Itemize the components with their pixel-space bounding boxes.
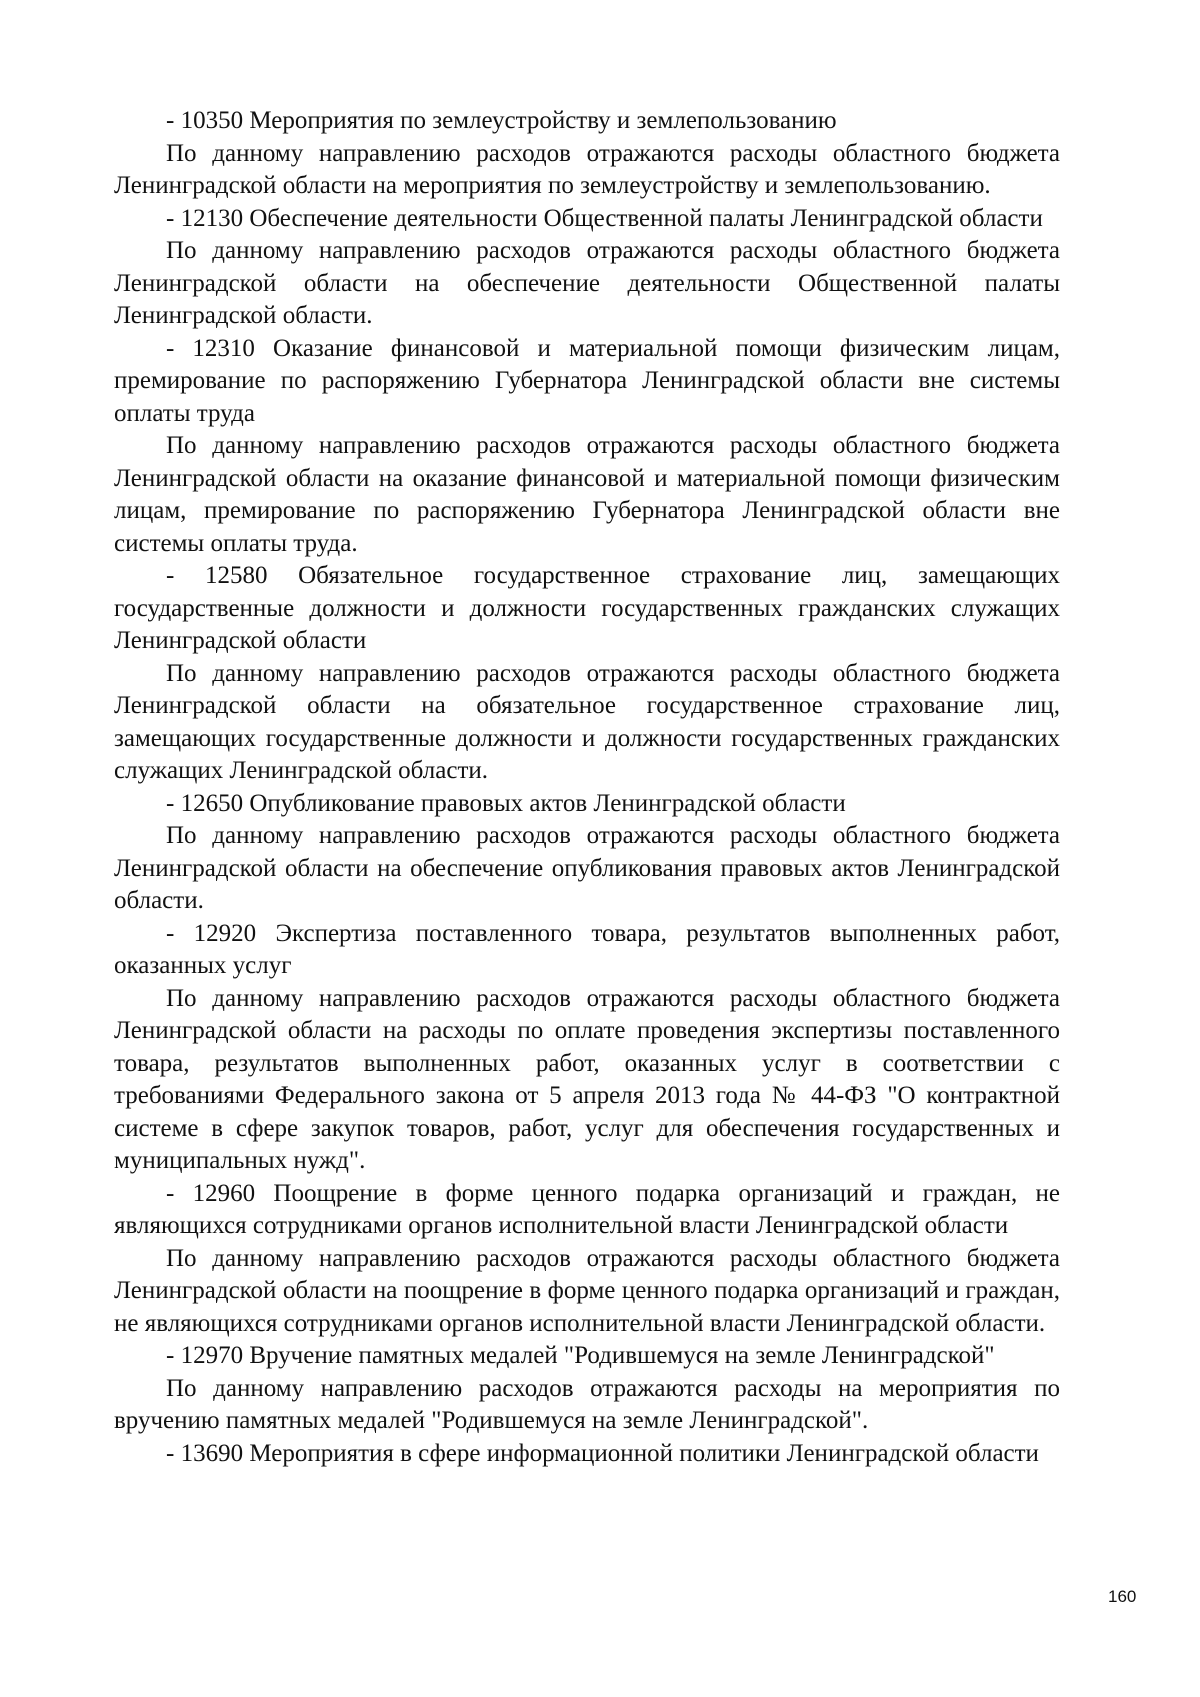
section-description-12920: По данному направлению расходов отражаются расходы областного бюджета Ленинградской области на расходы по оплате проведения экспертизы поставленного товара, результатов выполненных работ, оказанных услуг в соответствии с требованиями Федерального закона от 5 апреля 2013 года № 44-ФЗ "О контрактной системе в сфере закупок товаров, работ, услуг для обеспечения государственных и муниципальных нужд". <box>114 984 1060 1174</box>
section-heading-10350: - 10350 Мероприятия по землеустройству и землепользованию <box>166 107 837 134</box>
section-description-12970: По данному направлению расходов отражаются расходы на мероприятия по вручению памятных медалей "Родившемуся на земле Ленинградской". <box>114 1374 1060 1434</box>
section-heading-12580: - 12580 Обязательное государственное страхование лиц, замещающих государственные должности и должности государственных гражданских служащих Ленинградской области <box>114 562 1060 654</box>
section-heading-12310: - 12310 Оказание финансовой и материальной помощи физическим лицам, премирование по распоряжению Губернатора Ленинградской области вне системы оплаты труда <box>114 334 1060 427</box>
section-heading-12970: - 12970 Вручение памятных медалей "Родившемуся на земле Ленинградской" <box>166 1342 995 1369</box>
section-heading-13690: - 13690 Мероприятия в сфере информационной политики Ленинградской области <box>166 1439 1039 1467</box>
section-heading-12920: - 12920 Экспертиза поставленного товара, результатов выполненных работ, оказанных услуг <box>114 919 1060 979</box>
section-description-10350: По данному направлению расходов отражаются расходы областного бюджета Ленинградской области на мероприятия по землеустройству и землепользованию. <box>114 139 1060 199</box>
section-description-12580: По данному направлению расходов отражаются расходы областного бюджета Ленинградской области на обязательное государственное страхование лиц, замещающих государственные должности и должности государственных гражданских служащих Ленинградской области. <box>114 659 1060 784</box>
section-description-12130: По данному направлению расходов отражаются расходы областного бюджета Ленинградской области на обеспечение деятельности Общественной палаты Ленинградской области. <box>114 237 1060 329</box>
section-description-12310: По данному направлению расходов отражаются расходы областного бюджета Ленинградской области на оказание финансовой и материальной помощи физическим лицам, премирование по распоряжению Губернатора Ленинградской области вне системы оплаты труда. <box>114 432 1060 557</box>
page-number: 160 <box>1108 1587 1137 1606</box>
section-heading-12130: - 12130 Обеспечение деятельности Общественной палаты Ленинградской области <box>166 204 1043 232</box>
section-description-12960: По данному направлению расходов отражаются расходы областного бюджета Ленинградской области на поощрение в форме ценного подарка организаций и граждан, не являющихся сотрудниками органов исполнительной власти Ленинградской области. <box>114 1244 1060 1337</box>
section-description-12650: По данному направлению расходов отражаются расходы областного бюджета Ленинградской области на обеспечение опубликования правовых актов Ленинградской области. <box>114 822 1060 914</box>
document-body <box>114 105 1060 1470</box>
section-heading-12650: - 12650 Опубликование правовых актов Ленинградской области <box>166 789 846 817</box>
section-heading-12960: - 12960 Поощрение в форме ценного подарка организаций и граждан, не являющихся сотрудниками органов исполнительной власти Ленинградской области <box>114 1179 1060 1239</box>
